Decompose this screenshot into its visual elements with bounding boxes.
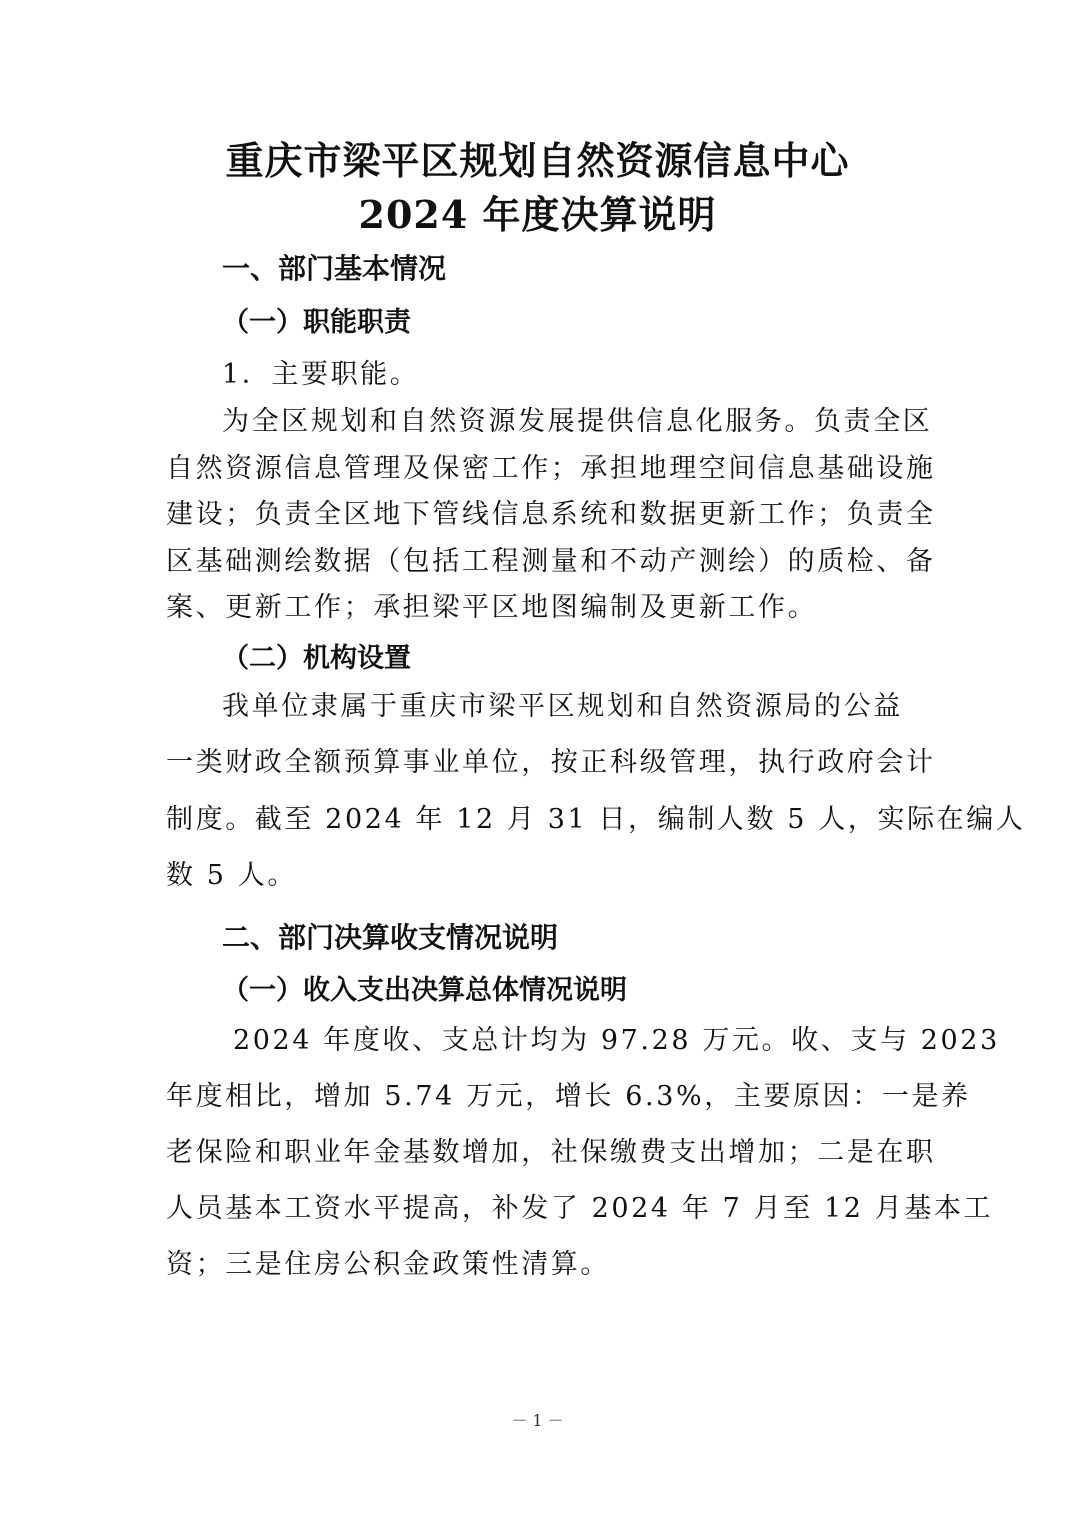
- paragraph-line: 为全区规划和自然资源发展提供信息化服务。负责全区: [222, 406, 933, 437]
- paragraph-line: 人员基本工资水平提高，补发了 2024 年 7 月至 12 月基本工: [166, 1193, 994, 1224]
- paragraph-line: 一类财政全额预算事业单位，按正科级管理，执行政府会计: [166, 747, 936, 778]
- section1-sub2-heading: （二）机构设置: [222, 643, 411, 674]
- document-title-line1: 重庆市梁平区规划自然资源信息中心: [225, 138, 850, 183]
- page-number: － 1 －: [511, 1411, 564, 1430]
- paragraph-line: 自然资源信息管理及保密工作；承担地理空间信息基础设施: [166, 453, 936, 484]
- section2-heading: 二、部门决算收支情况说明: [222, 921, 559, 954]
- paragraph-line: 老保险和职业年金基数增加，社保缴费支出增加；二是在职: [166, 1137, 936, 1168]
- paragraph-line: 2024 年度收、支总计均为 97.28 万元。收、支与 2023: [233, 1025, 1000, 1056]
- paragraph-line: 资；三是住房公积金政策性清算。: [166, 1249, 610, 1280]
- section1-sub1-item1: 1．主要职能。: [222, 359, 420, 390]
- section1-sub1-heading: （一）职能职责: [222, 307, 411, 338]
- paragraph-line: 区基础测绘数据（包括工程测量和不动产测绘）的质检、备: [166, 546, 936, 577]
- paragraph-line: 建设；负责全区地下管线信息系统和数据更新工作；负责全: [166, 499, 936, 530]
- paragraph-line: 数 5 人。: [166, 860, 297, 891]
- paragraph-line: 年度相比，增加 5.74 万元，增长 6.3%，主要原因：一是养: [166, 1081, 971, 1112]
- section2-sub1-heading: （一）收入支出决算总体情况说明: [222, 975, 627, 1006]
- document-title-line2: 2024 年度决算说明: [358, 192, 717, 237]
- paragraph-line: 我单位隶属于重庆市梁平区规划和自然资源局的公益: [222, 691, 903, 722]
- paragraph-line: 制度。截至 2024 年 12 月 31 日，编制人数 5 人，实际在编人: [166, 804, 1026, 835]
- paragraph-line: 案、更新工作；承担梁平区地图编制及更新工作。: [166, 592, 818, 623]
- section1-heading: 一、部门基本情况: [222, 252, 447, 285]
